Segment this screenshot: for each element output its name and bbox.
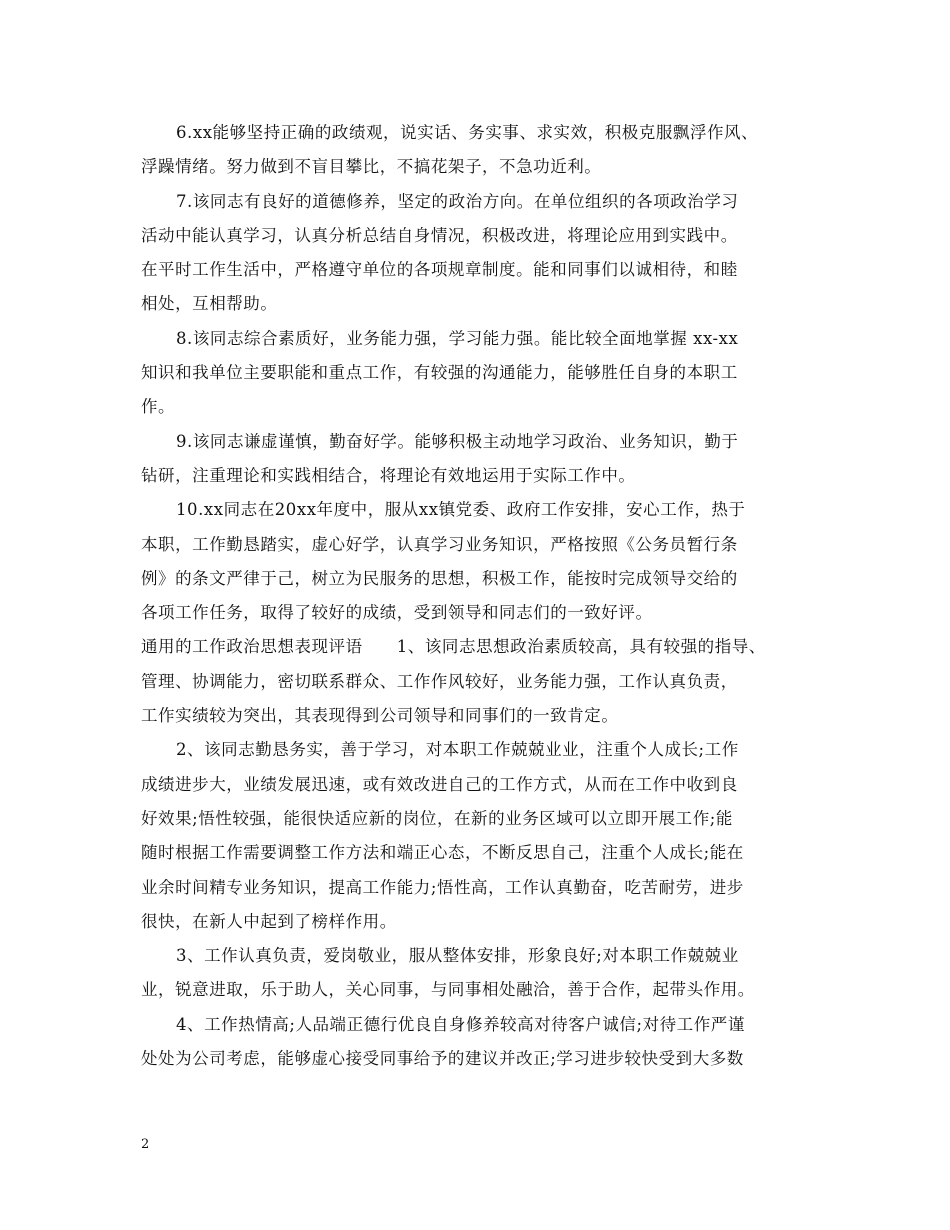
text-line: 浮躁情绪。努力做到不盲目攀比，不搞花架子，不急功近利。 [141, 157, 602, 177]
text-line: 8.该同志综合素质好，业务能力强，学习能力强。能比较全面地掌握 xx-xx [176, 328, 739, 348]
text-line: 10.xx同志在20xx年度中，服从xx镇党委、政府工作安排，安心工作，热于 [176, 500, 746, 520]
text-line: 管理、协调能力，密切联系群众、工作作风较好，业务能力强，工作认真负责， [141, 671, 738, 691]
text-line: 活动中能认真学习，认真分析总结自身情况，积极改进，将理论应用到实践中。 [141, 225, 738, 245]
text-line: 3、工作认真负责，爱岗敬业，服从整体安排，形象良好;对本职工作兢兢业 [176, 946, 739, 966]
text-line: 6.xx能够坚持正确的政绩观，说实话、务实事、求实效，积极克服飘浮作风、 [176, 123, 759, 142]
page-number: 2 [141, 1137, 150, 1152]
text-line: 钻研，注重理论和实践相结合，将理论有效地运用于实际工作中。 [141, 465, 636, 485]
text-line: 业，锐意进取，乐于助人，关心同事，与同事相处融洽，善于合作，起带头作用。 [141, 980, 755, 1000]
text-line: 好效果;悟性较强，能很快适应新的岗位，在新的业务区域可以立即开展工作;能 [141, 808, 733, 828]
text-line: 9.该同志谦虚谨慎，勤奋好学。能够积极主动地学习政治、业务知识，勤于 [176, 431, 739, 451]
text-line: 7.该同志有良好的道德修养，坚定的政治方向。在单位组织的各项政治学习 [176, 191, 739, 211]
text-line: 相处，互相帮助。 [141, 294, 278, 314]
text-line: 随时根据工作需要调整工作方法和端正心态，不断反思自己，注重个人成长;能在 [141, 843, 744, 863]
text-line: 通用的工作政治思想表现评语 1、该同志思想政治素质较高，具有较强的指导、 [141, 637, 766, 657]
text-line: 各项工作任务，取得了较好的成绩，受到领导和同志们的一致好评。 [141, 603, 653, 623]
text-line: 本职，工作勤恳踏实，虚心好学，认真学习业务知识，严格按照《公务员暂行条 [141, 534, 738, 554]
text-line: 作。 [141, 397, 176, 417]
text-line: 工作实绩较为突出，其表现得到公司领导和同事们的一致肯定。 [141, 706, 619, 726]
text-line: 在平时工作生活中，严格遵守单位的各项规章制度。能和同事们以诚相待，和睦 [141, 260, 738, 280]
text-line: 知识和我单位主要职能和重点工作，有较强的沟通能力，能够胜任自身的本职工 [141, 363, 738, 383]
text-line: 很快，在新人中起到了榜样作用。 [141, 911, 397, 931]
text-line: 2、该同志勤恳务实，善于学习，对本职工作兢兢业业，注重个人成长;工作 [176, 740, 739, 760]
text-line: 处处为公司考虑，能够虚心接受同事给予的建议并改正;学习进步较快受到大多数 [141, 1049, 744, 1069]
text-line: 例》的条文严律于己，树立为民服务的思想，积极工作，能按时完成领导交给的 [141, 568, 738, 588]
text-line: 业余时间精专业务知识，提高工作能力;悟性高，工作认真勤奋，吃苦耐劳，进步 [141, 877, 744, 897]
document-body [141, 116, 813, 1076]
text-line: 4、工作热情高;人品端正德行优良自身修养较高对待客户诚信;对待工作严谨 [176, 1014, 745, 1034]
text-line: 成绩进步大，业绩发展迅速，或有效改进自己的工作方式，从而在工作中收到良 [141, 774, 738, 794]
